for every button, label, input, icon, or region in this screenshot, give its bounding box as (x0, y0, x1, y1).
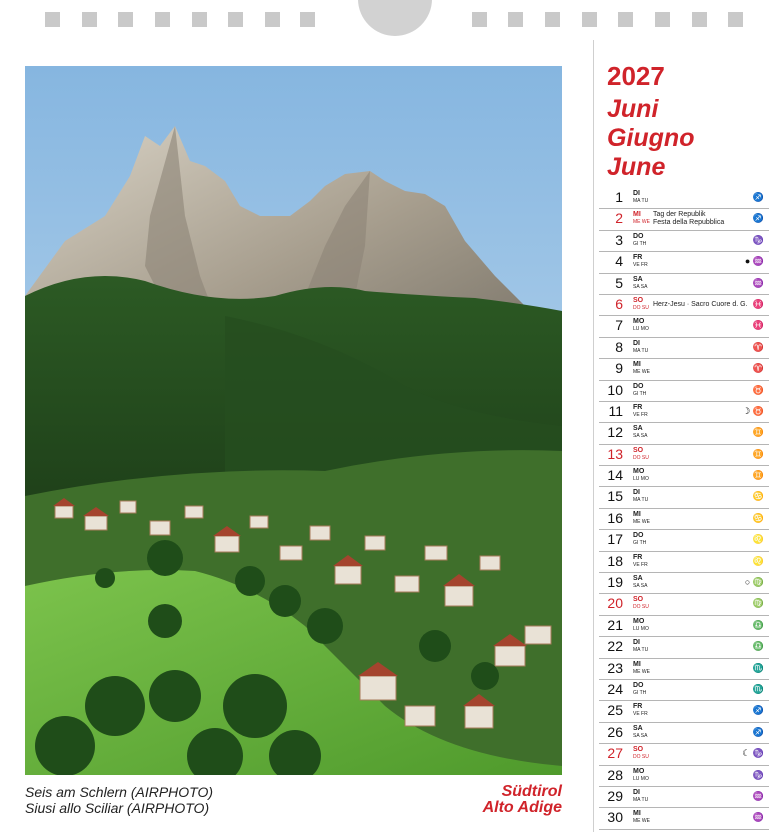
weekday-abbr-de: MI (633, 660, 641, 668)
weekday-abbr-de: DI (633, 190, 640, 197)
weekday-abbr-it-en: SA SA (633, 583, 648, 590)
binding-hole (265, 12, 280, 27)
day-number: 7 (615, 317, 623, 334)
day-row (599, 316, 769, 337)
day-row (599, 423, 769, 444)
weekday-abbr-it-en: MA TU (633, 796, 649, 803)
weekday-abbr-it-en: VE FR (633, 711, 648, 718)
weekday-abbr-it-en: ME WE (633, 518, 650, 525)
zodiac-moon-icon: ♈ (752, 363, 764, 374)
binding-hole (300, 12, 315, 27)
day-row (599, 466, 769, 487)
hanger-notch (358, 0, 432, 36)
weekday-abbr-it-en: SA SA (633, 283, 648, 290)
day-number: 9 (615, 360, 623, 377)
weekday-abbr-it-en: GI TH (633, 540, 647, 547)
zodiac-moon-icon: ♉ (752, 384, 764, 395)
zodiac-moon-icon: ♒ (752, 790, 764, 801)
day-row (599, 252, 769, 273)
weekday-abbr-it-en: GI TH (633, 689, 647, 696)
weekday-abbr-de: FR (633, 703, 643, 711)
zodiac-moon-icon: ♌ (752, 555, 764, 566)
zodiac-moon-icon: ♓ (752, 298, 764, 309)
day-row (599, 274, 769, 295)
day-row (599, 231, 769, 252)
weekday-abbr-de: MO (633, 767, 645, 775)
weekday-abbr-it-en: MA TU (633, 497, 649, 504)
zodiac-moon-icon: ♒ (752, 812, 764, 823)
page-divider (593, 40, 594, 832)
day-number: 25 (607, 702, 623, 719)
day-number: 17 (607, 531, 623, 548)
weekday-abbr-de: DO (633, 681, 644, 689)
weekday-abbr-de: MI (633, 361, 641, 369)
weekday-abbr-de: MO (633, 617, 645, 625)
weekday-abbr-it-en: ME WE (633, 668, 650, 675)
day-row (599, 787, 769, 808)
day-number: 1 (615, 189, 623, 205)
day-number: 3 (615, 231, 623, 248)
day-row (599, 616, 769, 637)
weekday-abbr-it-en: MA TU (633, 647, 649, 654)
day-number: 29 (607, 787, 623, 804)
day-row (599, 402, 769, 423)
zodiac-moon-icon: ♋ (752, 491, 764, 502)
weekday-abbr-it-en: DO SU (633, 454, 649, 461)
day-number: 28 (607, 766, 623, 783)
weekday-abbr-it-en: DO SU (633, 604, 649, 611)
region-de: Südtirol (501, 783, 562, 800)
day-number: 18 (607, 552, 623, 569)
zodiac-moon-icon: ♌ (752, 534, 764, 545)
weekday-abbr-de: SA (633, 724, 643, 732)
weekday-abbr-it-en: MA TU (633, 347, 649, 354)
day-row (599, 381, 769, 402)
day-row (599, 530, 769, 551)
zodiac-moon-icon: ♊ (752, 448, 764, 459)
day-row (599, 552, 769, 573)
weekday-abbr-de: DO (633, 532, 644, 540)
weekday-abbr-de: SO (633, 296, 644, 304)
weekday-abbr-de: SA (633, 425, 643, 433)
weekday-abbr-it-en: DO SU (633, 754, 649, 761)
weekday-abbr-it-en: ME WE (633, 369, 650, 376)
weekday-abbr-de: DO (633, 382, 644, 390)
weekday-abbr-de: DI (633, 639, 640, 647)
weekday-abbr-it-en: MA TU (633, 198, 649, 204)
weekday-abbr-de: DI (633, 489, 640, 497)
day-number: 8 (615, 338, 623, 355)
day-row (599, 445, 769, 466)
weekday-abbr-it-en: ME WE (633, 818, 650, 825)
day-row (599, 701, 769, 722)
weekday-abbr-it-en: GI TH (633, 390, 647, 397)
day-number: 14 (607, 467, 623, 484)
weekday-abbr-it-en: ME WE (633, 219, 650, 226)
day-number: 21 (607, 616, 623, 633)
day-number: 2 (615, 210, 623, 227)
zodiac-moon-icon: ♑ (752, 769, 764, 780)
weekday-abbr-it-en: LU MO (633, 476, 649, 483)
weekday-abbr-de: DI (633, 788, 640, 796)
binding-hole (508, 12, 523, 27)
zodiac-moon-icon: ♋ (752, 512, 764, 523)
weekday-abbr-de: MI (633, 510, 641, 518)
day-row (599, 744, 769, 765)
day-number: 16 (607, 509, 623, 526)
day-row (599, 338, 769, 359)
day-number: 19 (607, 574, 623, 591)
zodiac-moon-icon: ♐ (752, 213, 764, 224)
zodiac-moon-icon: ♈ (752, 341, 764, 352)
zodiac-moon-icon: ♓ (752, 320, 764, 331)
day-row (599, 594, 769, 615)
zodiac-moon-icon: ○ ♍ (744, 577, 764, 588)
month-name-it: Giugno (607, 124, 695, 152)
holiday-label: Tag der Republik Festa della Repubblica (653, 211, 725, 227)
day-row (599, 637, 769, 658)
zodiac-moon-icon: ♎ (752, 641, 764, 652)
weekday-abbr-de: MO (633, 468, 645, 476)
weekday-abbr-de: MI (633, 810, 641, 818)
weekday-abbr-it-en: GI TH (633, 240, 647, 247)
zodiac-moon-icon: ♍ (752, 598, 764, 609)
binding-hole (582, 12, 597, 27)
day-number: 4 (615, 253, 623, 270)
weekday-abbr-de: FR (633, 403, 643, 411)
day-number: 26 (607, 723, 623, 740)
month-name-de: Juni (607, 95, 659, 123)
day-row (599, 188, 769, 209)
weekday-abbr-de: MO (633, 318, 645, 326)
day-number: 22 (607, 638, 623, 655)
day-number: 30 (607, 809, 623, 826)
weekday-abbr-de: DI (633, 339, 640, 347)
day-row (599, 808, 769, 829)
binding-hole (692, 12, 707, 27)
weekday-abbr-de: MI (633, 211, 641, 219)
weekday-abbr-it-en: SA SA (633, 433, 648, 440)
weekday-abbr-it-en: SA SA (633, 732, 648, 739)
zodiac-moon-icon: ♐ (752, 726, 764, 737)
binding-hole (82, 12, 97, 27)
zodiac-moon-icon: ♏ (752, 662, 764, 673)
landscape-photo (25, 66, 562, 775)
binding-hole (618, 12, 633, 27)
calendar-year: 2027 (607, 61, 665, 91)
binding-hole (655, 12, 670, 27)
day-number: 10 (607, 381, 623, 398)
day-row (599, 487, 769, 508)
day-number: 20 (607, 595, 623, 612)
day-number: 11 (608, 402, 623, 419)
zodiac-moon-icon: ♊ (752, 427, 764, 438)
weekday-abbr-de: SO (633, 446, 644, 454)
weekday-abbr-it-en: LU MO (633, 625, 649, 632)
region-label (483, 784, 562, 816)
day-row (599, 659, 769, 680)
day-number: 27 (607, 745, 623, 762)
weekday-abbr-de: FR (633, 254, 643, 262)
day-number: 24 (607, 680, 623, 697)
zodiac-moon-icon: ♏ (752, 683, 764, 694)
caption-it: Siusi allo Sciliar (AIRPHOTO) (25, 800, 210, 816)
day-row (599, 766, 769, 787)
day-row (599, 573, 769, 594)
day-row (599, 359, 769, 380)
binding-hole (545, 12, 560, 27)
spiral-binding (0, 0, 769, 40)
binding-hole (155, 12, 170, 27)
day-row (599, 680, 769, 701)
weekday-abbr-de: SA (633, 575, 643, 583)
day-row (599, 509, 769, 530)
day-list (599, 188, 769, 830)
day-number: 23 (607, 659, 623, 676)
weekday-abbr-de: SA (633, 275, 643, 283)
holiday-label: Herz-Jesu · Sacro Cuore d. G. (653, 300, 748, 308)
month-name-en: June (607, 153, 666, 181)
day-row (599, 209, 769, 230)
weekday-abbr-de: DO (633, 232, 644, 240)
weekday-abbr-de: SO (633, 596, 644, 604)
day-number: 6 (615, 295, 623, 312)
weekday-abbr-it-en: DO SU (633, 304, 649, 311)
zodiac-moon-icon: ● ♒ (744, 256, 764, 267)
region-it: Alto Adige (482, 799, 562, 816)
zodiac-moon-icon: ♐ (752, 705, 764, 716)
photo-caption (25, 784, 213, 816)
zodiac-moon-icon: ♊ (752, 470, 764, 481)
binding-hole (228, 12, 243, 27)
weekday-abbr-de: SO (633, 746, 644, 754)
weekday-abbr-it-en: LU MO (633, 775, 649, 782)
day-number: 5 (615, 274, 623, 291)
weekday-abbr-de: FR (633, 553, 643, 561)
day-number: 13 (607, 445, 623, 462)
weekday-abbr-it-en: VE FR (633, 561, 648, 568)
binding-hole (118, 12, 133, 27)
binding-hole (728, 12, 743, 27)
binding-hole (45, 12, 60, 27)
day-row (599, 295, 769, 316)
day-number: 12 (607, 424, 623, 441)
zodiac-moon-icon: ♑ (752, 234, 764, 245)
zodiac-moon-icon: ♒ (752, 277, 764, 288)
weekday-abbr-it-en: VE FR (633, 262, 648, 269)
zodiac-moon-icon: ☽ ♉ (742, 405, 764, 416)
day-row (599, 723, 769, 744)
zodiac-moon-icon: ♎ (752, 619, 764, 630)
zodiac-moon-icon: ♐ (752, 192, 764, 202)
binding-hole (472, 12, 487, 27)
weekday-abbr-it-en: LU MO (633, 326, 649, 333)
zodiac-moon-icon: ☾ ♑ (742, 748, 764, 759)
weekday-abbr-it-en: VE FR (633, 411, 648, 418)
caption-de: Seis am Schlern (AIRPHOTO) (25, 784, 214, 800)
day-number: 15 (607, 488, 623, 505)
binding-hole (192, 12, 207, 27)
